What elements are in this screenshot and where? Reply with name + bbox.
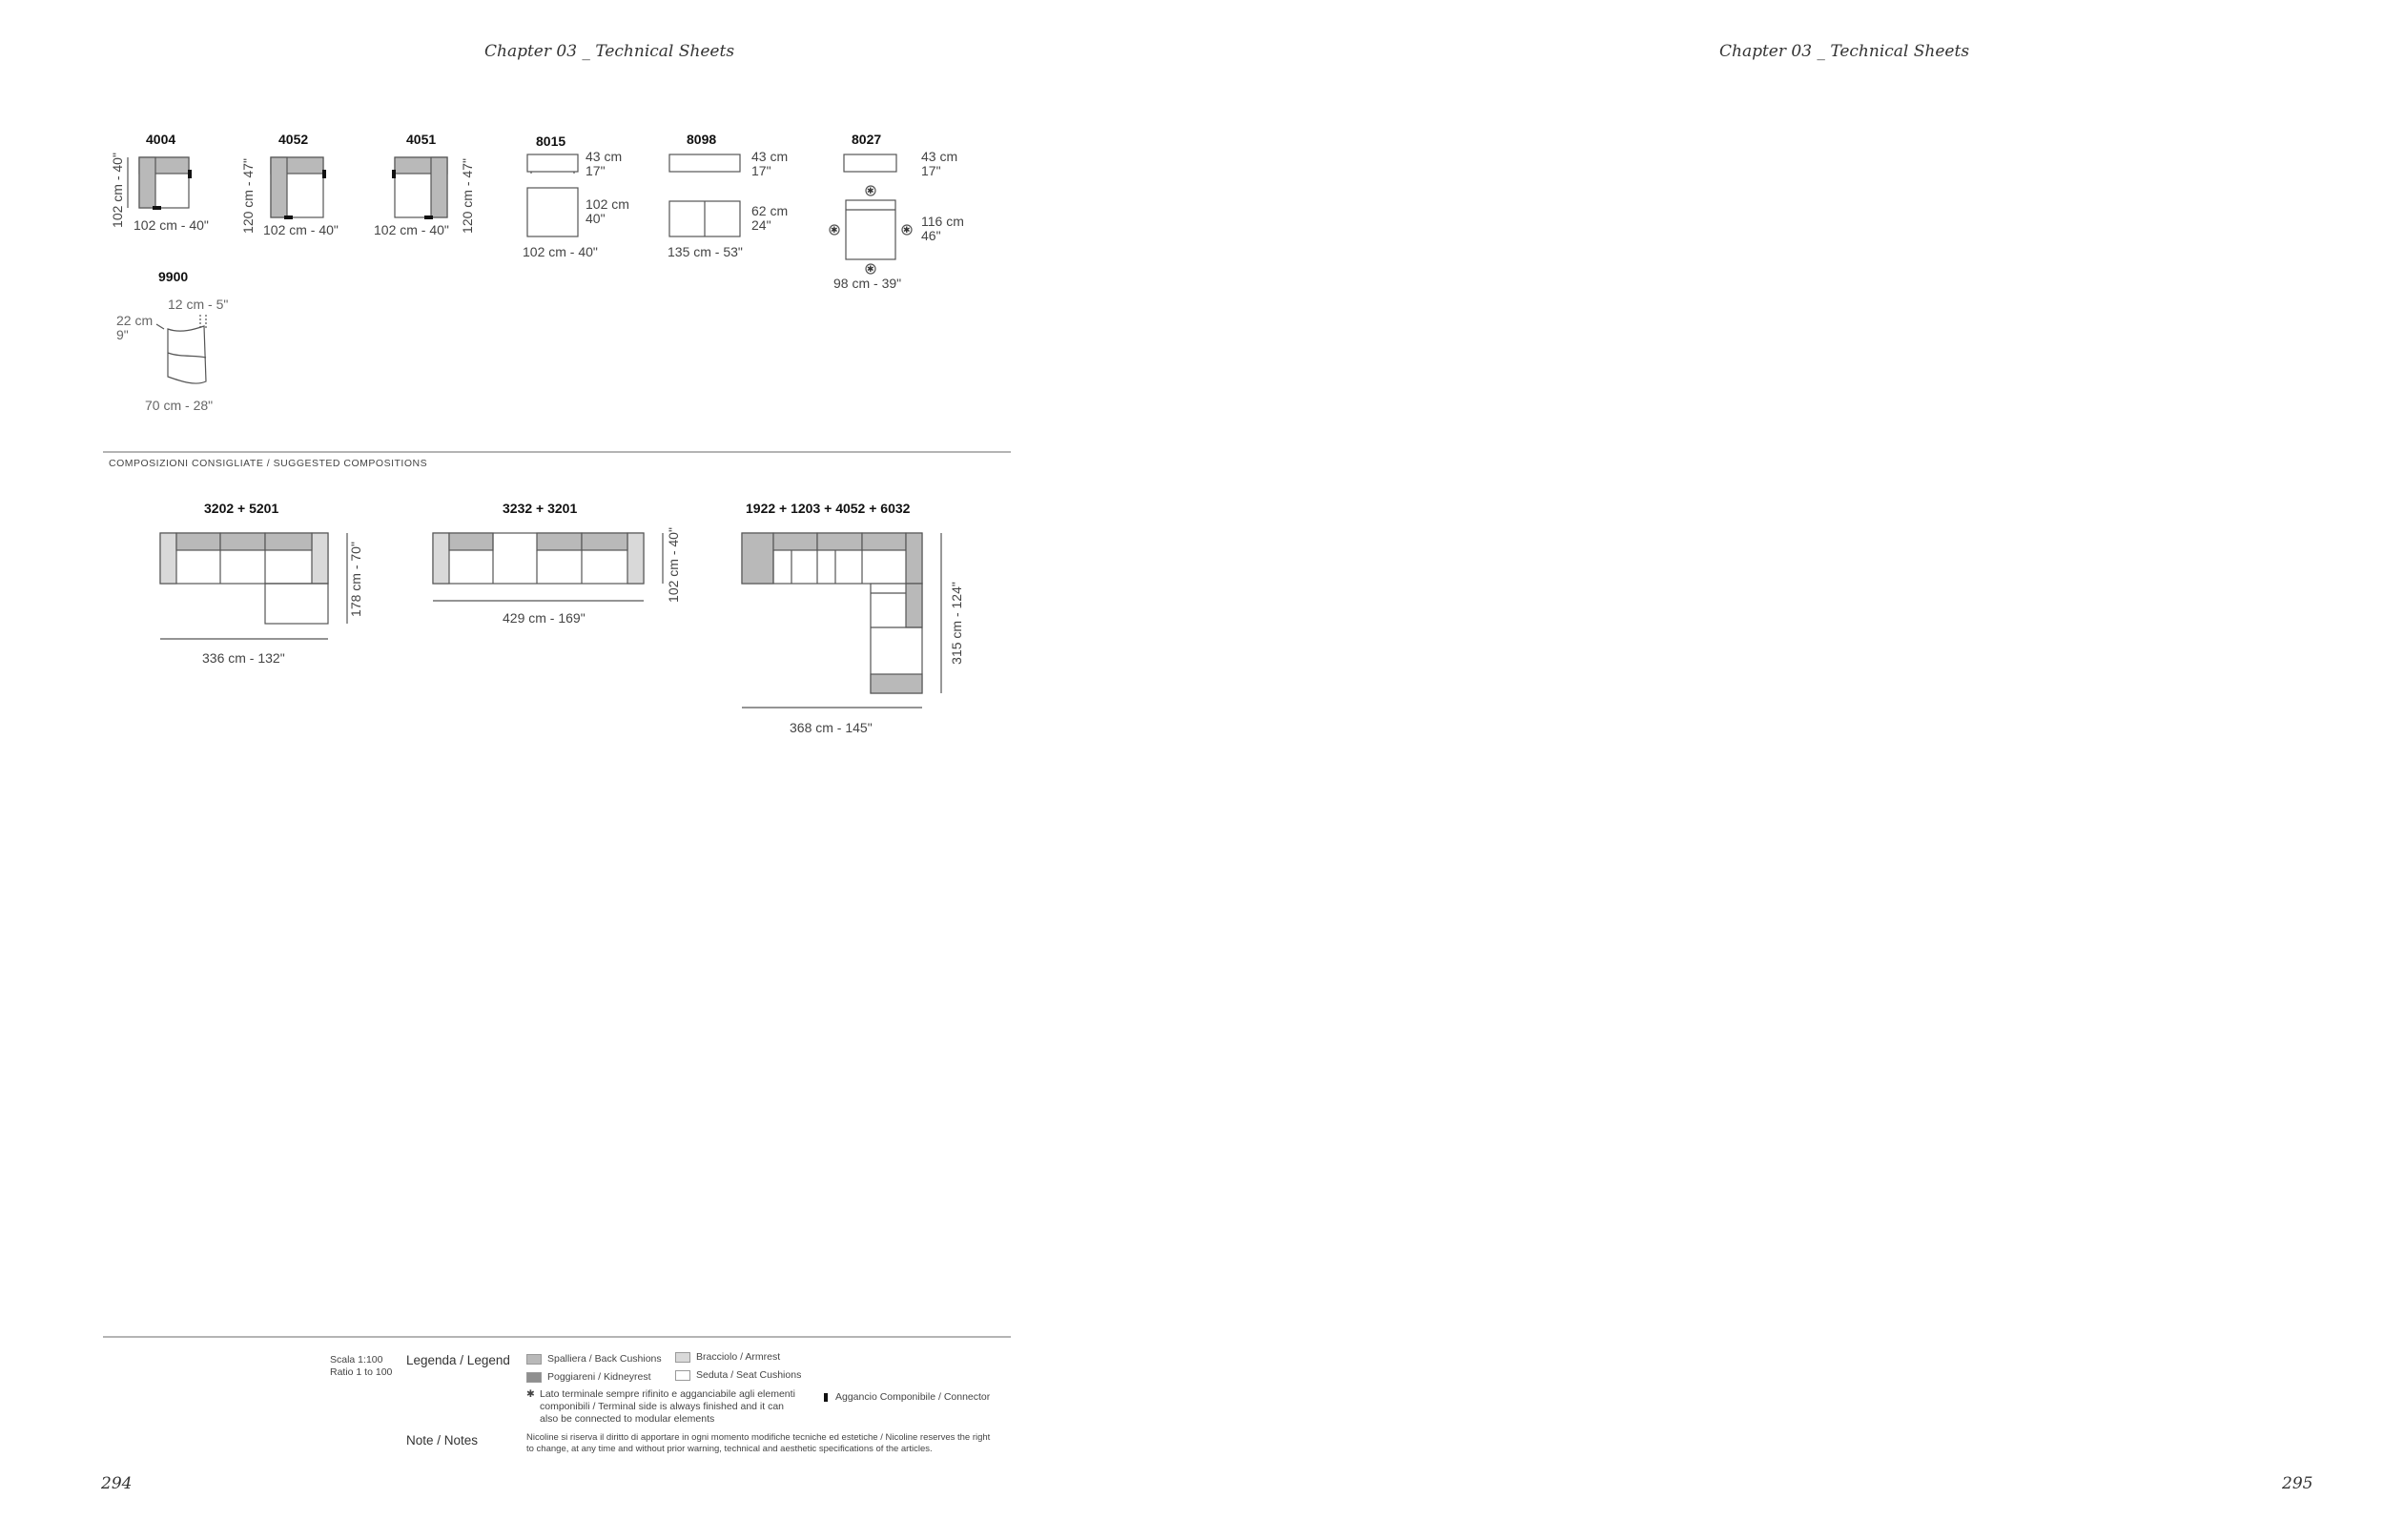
module-4004-drawing bbox=[128, 157, 192, 210]
module-9900-dim-h-in: 9" bbox=[116, 327, 129, 342]
composition-1-code: 3202 + 5201 bbox=[204, 501, 279, 516]
module-8015-dim-width: 102 cm - 40" bbox=[523, 244, 598, 259]
legend-swatch-back bbox=[526, 1354, 542, 1365]
module-8015-drawing bbox=[527, 154, 578, 236]
module-8098-dim-width: 135 cm - 53" bbox=[668, 244, 743, 259]
composition-1-width: 336 cm - 132" bbox=[202, 650, 285, 666]
chapter-header-right: Chapter 03 _ Technical Sheets bbox=[1719, 42, 1970, 61]
module-8027-drawing bbox=[830, 154, 912, 274]
composition-2-width: 429 cm - 169" bbox=[503, 610, 586, 626]
module-code-4052: 4052 bbox=[278, 132, 309, 147]
legend-title: Legenda / Legend bbox=[406, 1353, 510, 1367]
module-9900-dim-top: 12 cm - 5" bbox=[168, 297, 229, 312]
module-code-9900: 9900 bbox=[158, 269, 189, 284]
legend-armrest: Bracciolo / Armrest bbox=[675, 1351, 780, 1364]
page-number-left: 294 bbox=[101, 1474, 133, 1493]
scale-it: Scala 1:100 bbox=[330, 1354, 383, 1365]
module-8098-dim-d-cm: 62 cm bbox=[751, 203, 789, 218]
notes-title: Note / Notes bbox=[406, 1433, 479, 1448]
module-code-8098: 8098 bbox=[687, 132, 717, 147]
composition-1-depth: 178 cm - 70" bbox=[347, 542, 363, 617]
module-8027-dim-d-in: 46" bbox=[921, 228, 941, 243]
composition-2-depth: 102 cm - 40" bbox=[665, 527, 681, 603]
composition-2-code: 3232 + 3201 bbox=[503, 501, 578, 516]
legend-connector: Aggancio Componibile / Connector bbox=[824, 1391, 990, 1404]
scale-en: Ratio 1 to 100 bbox=[330, 1366, 393, 1378]
legend-connector-icon bbox=[824, 1393, 828, 1402]
module-9900-drawing bbox=[156, 315, 206, 383]
composition-3-width: 368 cm - 145" bbox=[790, 720, 873, 735]
page-number-right: 295 bbox=[2282, 1474, 2313, 1493]
module-4051-drawing bbox=[392, 157, 447, 219]
module-4004-dim-width: 102 cm - 40" bbox=[134, 217, 209, 233]
module-8098-drawing bbox=[669, 154, 740, 236]
legend-swatch-seat bbox=[675, 1370, 690, 1381]
legend-terminal-line1: Lato terminale sempre rifinito e agganciabile agli elementi bbox=[540, 1388, 795, 1400]
module-8098-dim-d-in: 24" bbox=[751, 217, 771, 233]
module-8027-dim-h-cm: 43 cm bbox=[921, 149, 958, 164]
legend-swatch-armrest bbox=[675, 1352, 690, 1363]
composition-3-depth: 315 cm - 124" bbox=[948, 582, 964, 665]
module-8027-dim-d-cm: 116 cm bbox=[921, 214, 964, 229]
module-4052-dim-depth: 120 cm - 47" bbox=[239, 158, 256, 234]
module-8098-dim-h-in: 17" bbox=[751, 163, 771, 178]
module-4051-dim-depth: 120 cm - 47" bbox=[459, 158, 475, 234]
module-8098-dim-h-cm: 43 cm bbox=[751, 149, 789, 164]
svg-text:✱: ✱ bbox=[867, 265, 874, 275]
legend-kidneyrest: Poggiareni / Kidneyrest bbox=[526, 1371, 651, 1384]
composition-1-drawing bbox=[160, 533, 347, 639]
notes-line2: to change, at any time and without prior warning, technical and aesthetic specifications of the articles. bbox=[526, 1444, 933, 1454]
module-4052-dim-width: 102 cm - 40" bbox=[263, 222, 339, 237]
composition-3-code: 1922 + 1203 + 4052 + 6032 bbox=[746, 501, 911, 516]
svg-text:✱: ✱ bbox=[867, 187, 874, 196]
module-4052-drawing bbox=[271, 157, 326, 219]
module-code-4004: 4004 bbox=[146, 132, 176, 147]
chapter-header-left: Chapter 03 _ Technical Sheets bbox=[484, 42, 735, 61]
module-8015-dim-h-cm: 43 cm bbox=[586, 149, 623, 164]
composition-2-drawing bbox=[433, 533, 663, 601]
module-8027-dim-h-in: 17" bbox=[921, 163, 941, 178]
module-8015-dim-d-cm: 102 cm bbox=[586, 196, 629, 212]
composition-3-drawing bbox=[742, 533, 941, 708]
legend-swatch-kidney bbox=[526, 1372, 542, 1383]
svg-text:✱: ✱ bbox=[831, 226, 838, 236]
module-4004-dim-depth: 102 cm - 40" bbox=[109, 153, 125, 228]
module-4051-dim-width: 102 cm - 40" bbox=[374, 222, 449, 237]
legend-terminal-line3: also be connected to modular elements bbox=[540, 1413, 715, 1425]
legend-terminal-line2: componibili / Terminal side is always finished and it can bbox=[540, 1401, 785, 1412]
module-code-8015: 8015 bbox=[536, 133, 566, 149]
module-9900-dim-width: 70 cm - 28" bbox=[145, 398, 214, 413]
svg-text:✱: ✱ bbox=[903, 226, 911, 236]
module-8015-dim-d-in: 40" bbox=[586, 211, 606, 226]
legend-back-cushions: Spalliera / Back Cushions bbox=[526, 1353, 662, 1365]
notes-line1: Nicoline si riserva il diritto di apportare in ogni momento modifiche tecniche ed estetiche / Nicoline reserves the right bbox=[526, 1432, 991, 1443]
module-9900-dim-h-cm: 22 cm bbox=[116, 313, 154, 328]
legend-seat-cushions: Seduta / Seat Cushions bbox=[675, 1369, 801, 1382]
legend-terminal-icon: ✱ bbox=[526, 1388, 535, 1400]
module-8015-dim-h-in: 17" bbox=[586, 163, 606, 178]
module-8027-dim-width: 98 cm - 39" bbox=[833, 276, 902, 291]
module-code-4051: 4051 bbox=[406, 132, 437, 147]
section-title: COMPOSIZIONI CONSIGLIATE / SUGGESTED COMPOSITIONS bbox=[109, 458, 428, 469]
module-code-8027: 8027 bbox=[852, 132, 882, 147]
